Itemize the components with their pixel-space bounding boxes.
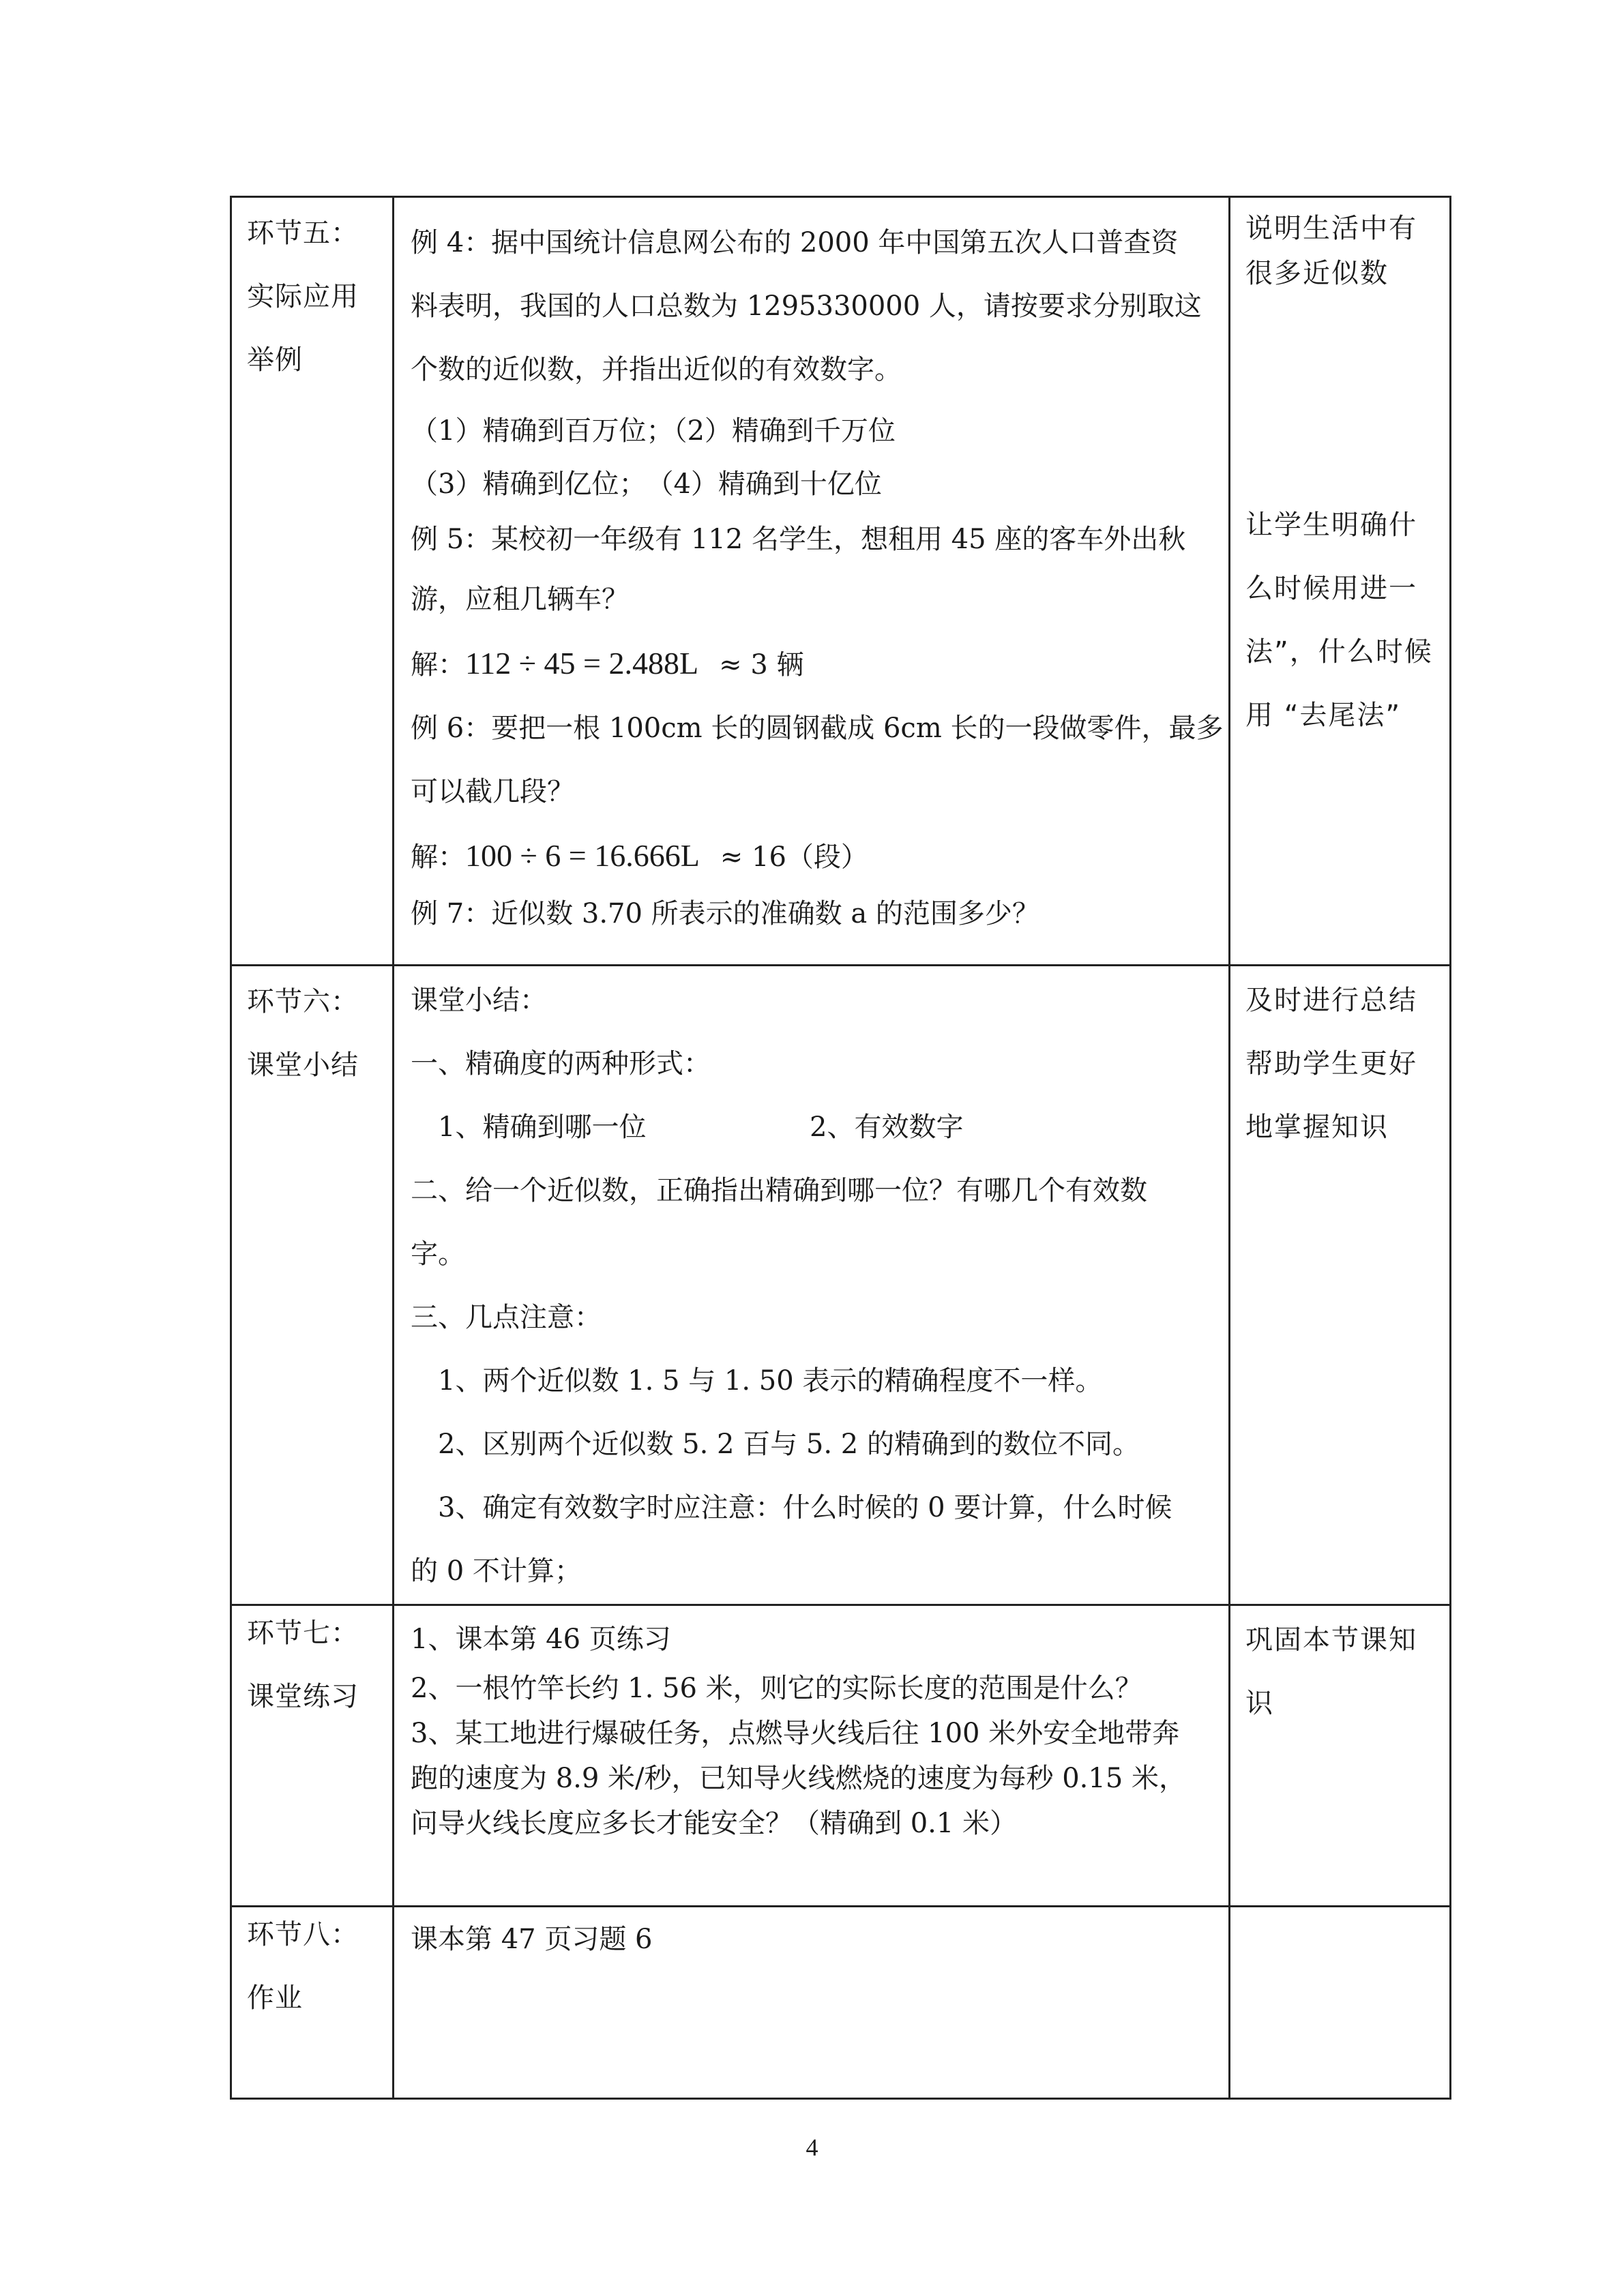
stage-label: 环节六： bbox=[247, 986, 359, 1017]
content-line: 例 7：近似数 3.70 所表示的准确数 a 的范围多少？ bbox=[411, 898, 1039, 929]
content-line: 问导火线长度应多长才能安全？（精确到 0.1 米） bbox=[411, 1808, 1018, 1839]
note-line: 用 “去尾法” bbox=[1245, 700, 1402, 731]
content-line: 三、几点注意： bbox=[411, 1302, 602, 1333]
content-line: （3）精确到亿位； （4）精确到十亿位 bbox=[411, 468, 882, 500]
solution-prefix: 解： bbox=[411, 649, 465, 681]
content-cell bbox=[394, 1907, 1230, 2099]
stage-label: 课堂练习 bbox=[247, 1681, 359, 1712]
stage-label: 课堂小结 bbox=[247, 1049, 359, 1081]
summary-item: 2、有效数字 bbox=[810, 1112, 964, 1143]
equation: 100 ÷ 6 = 16.666L bbox=[465, 838, 700, 873]
content-line: 个数的近似数，并指出近似的有效数字。 bbox=[411, 354, 902, 385]
solution-line bbox=[411, 824, 1215, 889]
notes-cell bbox=[1230, 1605, 1451, 1907]
content-line: 跑的速度为 8.9 米/秒，已知导火线燃烧的速度为每秒 0.15 米， bbox=[411, 1763, 1187, 1794]
content-line: 料表明，我国的人口总数为 1295330000 人，请按要求分别取这 bbox=[411, 290, 1202, 322]
table-row bbox=[231, 1907, 1451, 2099]
content-line: 2、一根竹竿长约 1. 56 米，则它的实际长度的范围是什么？ bbox=[411, 1673, 1142, 1704]
notes-cell bbox=[1230, 197, 1451, 966]
notes-cell bbox=[1230, 1907, 1451, 2099]
summary-item: 1、精确到哪一位 bbox=[438, 1112, 647, 1143]
note-line: 让学生明确什 bbox=[1245, 509, 1417, 541]
content-cell bbox=[394, 966, 1230, 1605]
content-line: 3、确定有效数字时应注意：什么时候的 0 要计算，什么时候 bbox=[438, 1492, 1172, 1523]
stage-label-cell bbox=[231, 966, 394, 1605]
stage-label: 作业 bbox=[247, 1982, 303, 2014]
content-line: 字。 bbox=[411, 1238, 465, 1270]
note-line: 法”，什么时候 bbox=[1245, 636, 1433, 668]
content-line: 2、区别两个近似数 5. 2 百与 5. 2 的精确到的数位不同。 bbox=[438, 1429, 1140, 1460]
lesson-plan-table bbox=[230, 196, 1451, 2100]
content-line: 可以截几段？ bbox=[411, 776, 574, 807]
note-line: 地掌握知识 bbox=[1245, 1112, 1389, 1143]
stage-label: 环节五： bbox=[247, 218, 359, 249]
equation-result: ≈ 3 辆 bbox=[719, 649, 804, 681]
note-line: 么时候用进一 bbox=[1245, 573, 1417, 604]
content-line: 二、给一个近似数，正确指出精确到哪一位？有哪几个有效数 bbox=[411, 1175, 1147, 1206]
content-line: 例 5：某校初一年级有 112 名学生，想租用 45 座的客车外出秋 bbox=[411, 524, 1186, 555]
content-line: 游，应租几辆车？ bbox=[411, 584, 629, 615]
table-row bbox=[231, 1605, 1451, 1907]
stage-label: 举例 bbox=[247, 344, 303, 376]
stage-label-cell bbox=[231, 197, 394, 966]
content-line: 例 6：要把一根 100cm 长的圆钢截成 6cm 长的一段做零件，最多 bbox=[411, 713, 1224, 744]
content-cell bbox=[394, 1605, 1230, 1907]
notes-cell bbox=[1230, 966, 1451, 1605]
stage-label-cell bbox=[231, 1907, 394, 2099]
stage-label: 环节八： bbox=[247, 1919, 359, 1950]
table-row bbox=[231, 966, 1451, 1605]
content-line: 1、课本第 46 页练习 bbox=[411, 1624, 671, 1655]
equation: 112 ÷ 45 = 2.488L bbox=[465, 646, 699, 681]
content-line: 的 0 不计算； bbox=[411, 1555, 582, 1587]
note-line: 帮助学生更好 bbox=[1245, 1048, 1417, 1079]
content-cell bbox=[394, 197, 1230, 966]
note-line: 说明生活中有 bbox=[1245, 213, 1417, 244]
content-line: （1）精确到百万位；（2）精确到千万位 bbox=[411, 415, 896, 447]
solution-prefix: 解： bbox=[411, 841, 465, 873]
content-line: 课堂小结： bbox=[411, 985, 547, 1016]
table-row bbox=[231, 197, 1451, 966]
content-line bbox=[411, 1096, 1215, 1159]
solution-line bbox=[411, 631, 1215, 697]
content-line: 例 4：据中国统计信息网公布的 2000 年中国第五次人口普查资 bbox=[411, 227, 1179, 258]
stage-label: 实际应用 bbox=[247, 281, 359, 312]
equation-result: ≈ 16（段） bbox=[720, 841, 868, 873]
stage-label-cell bbox=[231, 1605, 394, 1907]
note-line: 及时进行总结 bbox=[1245, 985, 1417, 1016]
note-line: 巩固本节课知 bbox=[1245, 1624, 1417, 1656]
content-line: 3、某工地进行爆破任务，点燃导火线后往 100 米外安全地带奔 bbox=[411, 1718, 1180, 1749]
note-line: 识 bbox=[1245, 1688, 1274, 1719]
note-line: 很多近似数 bbox=[1245, 258, 1389, 289]
content-line: 1、两个近似数 1. 5 与 1. 50 表示的精确程度不一样。 bbox=[438, 1365, 1103, 1397]
content-line: 课本第 47 页习题 6 bbox=[411, 1924, 653, 1955]
page-number: 4 bbox=[806, 2134, 818, 2161]
content-line: 一、精确度的两种形式： bbox=[411, 1048, 711, 1079]
stage-label: 环节七： bbox=[247, 1617, 359, 1649]
